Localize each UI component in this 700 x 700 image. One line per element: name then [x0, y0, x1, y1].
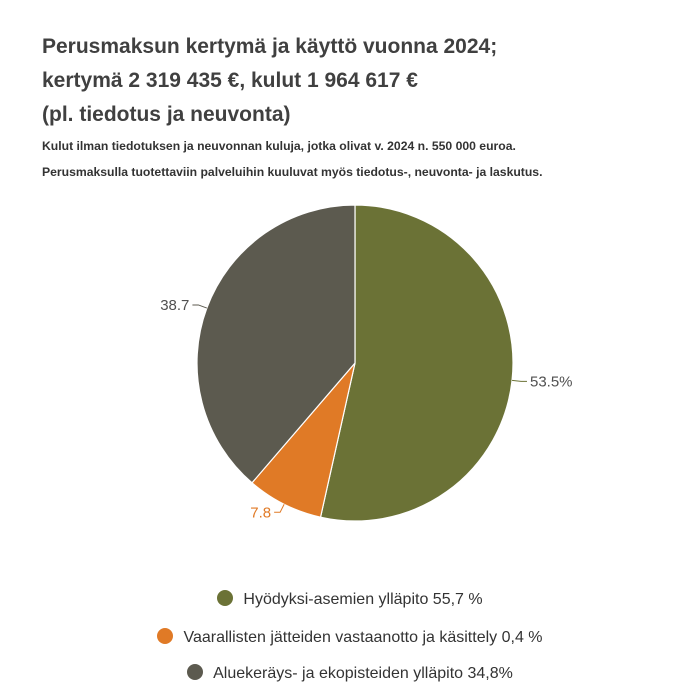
slice-label-leader [512, 380, 527, 381]
slice-label-leader [192, 305, 206, 308]
chart-title-line: kertymä 2 319 435 €, kulut 1 964 617 € [42, 69, 418, 92]
legend-item [0, 628, 700, 647]
legend-item [0, 590, 700, 609]
chart-subtitle-line: Kulut ilman tiedotuksen ja neuvonnan kuluja, jotka olivat v. 2024 n. 550 000 euroa. [42, 139, 516, 153]
slice-label: 38.7 [160, 296, 190, 314]
legend-swatch [157, 628, 173, 644]
legend-swatch [217, 590, 233, 606]
slice-label-leader [274, 504, 284, 512]
chart-subtitle-line: Perusmaksulla tuotettaviin palveluihin kuuluvat myös tiedotus-, neuvonta- ja laskutus. [42, 165, 543, 179]
slice-label: 7.8 [250, 504, 272, 522]
chart-title-line: (pl. tiedotus ja neuvonta) [42, 103, 291, 126]
slice-label: 53.5% [529, 373, 573, 391]
legend-label: Vaarallisten jätteiden vastaanotto ja käsittely 0,4 % [183, 629, 543, 646]
chart-title-line: Perusmaksun kertymä ja käyttö vuonna 2024; [42, 35, 498, 58]
legend-swatch [187, 664, 203, 680]
legend-label: Hyödyksi-asemien ylläpito 55,7 % [243, 591, 483, 608]
legend-label: Aluekeräys- ja ekopisteiden ylläpito 34,8% [213, 665, 513, 682]
legend-item [0, 664, 700, 683]
